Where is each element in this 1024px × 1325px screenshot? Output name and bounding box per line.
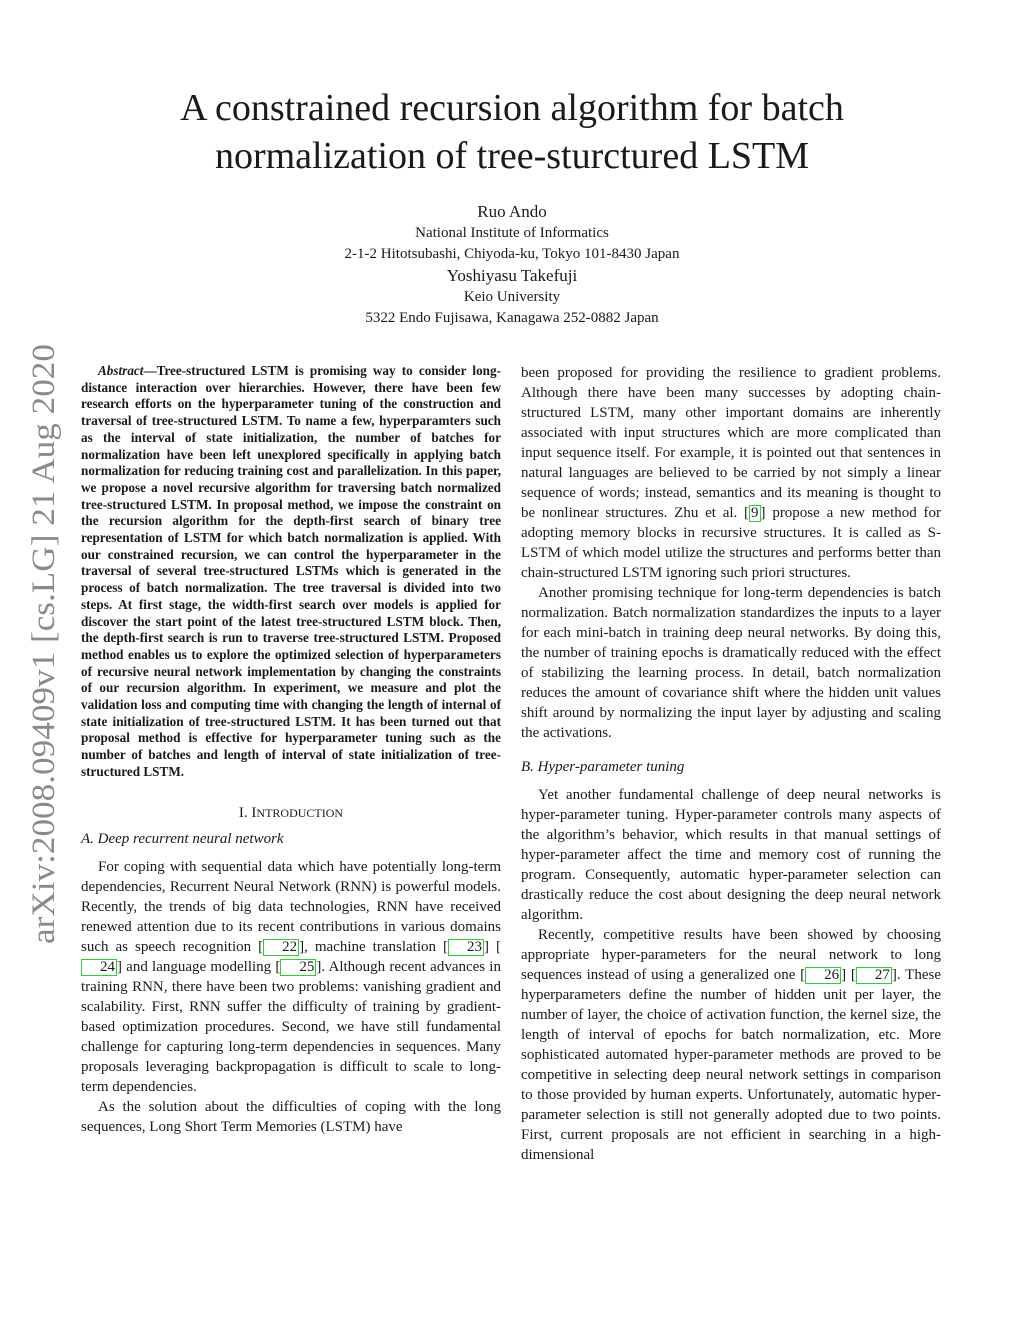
citation-link[interactable]: 23 <box>448 939 484 956</box>
author-block <box>112 201 912 329</box>
paragraph-text: been proposed for providing the resilience to gradient problems. Although there have been many successes by adopting chain-structured LSTM, many other important domains are inherently associated with input structures which are more complicated than input sequence itself. For example, it is pointed out that sentences in natural languages are believed to be carried by not simply a linear sequence of words; instead, semantics and its meaning is thought to be nonlinear structures. Zhu et al. <box>521 365 941 521</box>
title-line-2: normalization of tree-sturctured LSTM <box>214 135 810 177</box>
subsection-heading-b: B. Hyper-parameter tuning <box>521 759 685 775</box>
author-affiliation-2-institution: Keio University <box>463 289 561 305</box>
arxiv-identifier-stamp <box>24 344 64 944</box>
arxiv-stamp-svg <box>24 344 64 944</box>
author-affiliation-1-address: 2-1-2 Hitotsubashi, Chiyoda-ku, Tokyo 101-8430 Japan <box>344 246 680 262</box>
intro-paragraph-4: Another promising technique for long-term dependencies is batch normalization. Batch normalization standardizes the inputs to a layer for each mini-batch in training deep neural networks. By doing this, the number of training epochs is dramatically reduced with the effect of stabilizing the learning process. In detail, batch normalization reduces the amount of covariance shift where the hidden unit values shift around by normalizing the input layer by adjusting and scaling the activations. <box>521 585 941 741</box>
intro-paragraph-1: For coping with sequential data which have potentially long-term dependencies, Recurrent Neural Network (RNN) is powerful models. Recently, the trends of big data technologies, RNN have received renewed attention due to its recent contributions in various domains such as speech recognition [ 22 ], machine translation [ 23 ] [24 ] and language modelling [ 25 ]. Although recent advances in training RNN, there have been two problems: vanishing gradient and scalability. First, RNN suffer the difficulty of training by gradient-based optimization procedures. Second, we have still fundamental challenge for capturing long-term dependencies in sequences. Many proposals leveraging backpropagation is difficult to scale to long-term dependencies. <box>81 858 501 1095</box>
citation-link[interactable]: 22 <box>263 939 299 956</box>
paragraph-text: . These hyperparameters define the number of hidden unit per layer, the number of layer, the choice of activation function, the kernel size, the length of interval of epochs for batch normalization, etc. More sophisticated automated hyper-parameter methods are proved to be competitive in selecting deep neural network settings in comparison to those provided by human experts. Unfortunately, automatic hyper-parameter selection is still not generally adopted due to two points. First, current proposals are not efficient in searching in a high-dimensional <box>521 967 941 1163</box>
author-affiliation-2-address: 5322 Endo Fujisawa, Kanagawa 252-0882 Japan <box>365 310 659 326</box>
citation-link[interactable]: 9 <box>751 505 759 521</box>
citation-link[interactable]: 26 <box>805 967 841 984</box>
subsection-heading-a: A. Deep recurrent neural network <box>81 830 284 847</box>
section-title-rest: NTRODUCTION <box>256 805 344 820</box>
paragraph-text: , machine translation <box>304 938 443 955</box>
abstract: Abstract—Tree-structured LSTM is promising way to consider long-distance interaction over hierarchies. However, there have been few research efforts on the hyperparameter tuning of the construction and traversal of tree-structured LSTM. To name a few, hyperparamters such as the interval of state initialization, the number of batches for normalization have been left unexplored specifically in applying batch normalization for reducing training cost and parallelization. In this paper, we propose a novel recursive algorithm for traversing batch normalized tree-structured LSTM. In proposal method, we impose the constraint on the recursion algorithm for the depth-first search of binary tree representation of LSTM for which batch normalization is applied. With our constrained recursion, we can control the hyperparameter in the traversal of several tree-structured LSTMs which is generated in the process of batch normalization. The tree traversal is divided into two steps. At first stage, the width-first search over models is applied for discover the start point of the latest tree-structured LSTM block. Then, the depth-first search is run to traverse tree-structured LSTM. Proposed method enables us to explore the optimized selection of hyperparameters of recursive neural network implementation by changing the constraints of our recursion algorithm. In experiment, we measure and plot the validation loss and computing time with changing the length of internal of state initialization of tree-structured LSTM. It has been turned out that proposal method is effective for hyperparameter tuning such as the number of batches and length of interval of state initialization of tree-structured LSTM. <box>81 363 501 779</box>
right-column <box>521 363 941 1165</box>
author-affiliation-1-institution: National Institute of Informatics <box>415 225 609 241</box>
paragraph-text: Recently, competitive results have been showed by choosing appropriate hyper-parameters for the neural network to long sequences instead of using a generalized one <box>521 927 941 983</box>
intro-paragraph-2: As the solution about the difficulties of coping with the long sequences, Long Short Term Memories (LSTM) have <box>81 1098 501 1135</box>
paragraph-text: For coping with sequential data which have potentially long-term dependencies, Recurrent Neural Network (RNN) is powerful models. Recently, the trends of big data technologies, RNN have received renewed attention due to its recent contributions in various domains such as speech recognition <box>81 858 501 955</box>
citation-link[interactable]: 27 <box>856 967 892 984</box>
author-name-1: Ruo Ando <box>477 202 547 221</box>
author-name-2: Yoshiyasu Takefuji <box>446 266 578 285</box>
section-title-initial: I <box>251 804 257 821</box>
paragraph-text: and language modelling <box>122 958 276 975</box>
citation-link[interactable]: 24 <box>81 959 117 976</box>
intro-paragraph-6: Recently, competitive results have been showed by choosing appropriate hyper-parameters for the neural network to long sequences instead of using a generalized one [ 26 ] [ 27 ]. These hyperparameters define the number of hidden unit per layer, the number of layer, the choice of activation function, the kernel size, the length of interval of epochs for batch normalization, etc. More sophisticated automated hyper-parameter methods are proved to be competitive in selecting deep neural network settings in comparison to those provided by human experts. Unfortunately, automatic hyper-parameter selection is still not generally adopted due to two points. First, current proposals are not efficient in searching in a high-dimensional <box>521 927 941 1163</box>
section-number: I. <box>238 804 248 821</box>
citation-link[interactable]: 25 <box>280 959 316 976</box>
abstract-text: Tree-structured LSTM is promising way to consider long-distance interaction over hierarchies. However, there have been few research efforts on the hyperparameter tuning of the construction and traversal of tree-structured LSTM. To name a few, hyperparamters such as the interval of state initialization, the number of batches for normalization have been left unexplored specifically in applying batch normalization for reducing training cost and parallelization. In this paper, we propose a novel recursive algorithm for traversing batch normalized tree-structured LSTM. In proposal method, we impose the constraint on the recursion algorithm for the depth-first search of binary tree representation of LSTM for which batch normalization is applied. With our constrained recursion, we can control the hyperparameter in the traversal of several tree-structured LSTMs which is generated in the process of batch normalization. The tree traversal is divided into two steps. At first stage, the width-first search over models is applied for discover the start point of the latest tree-structured LSTM block. Then, the depth-first search is run to traverse tree-structured LSTM. Proposed method enables us to explore the optimized selection of hyperparameters of recursive neural network implementation by changing the constraints of our recursion algorithm. In experiment, we measure and plot the validation loss and computing time with changing the length of internal of state initialization of tree-structured LSTM. It has been turned out that proposal method is effective for hyperparameter tuning such as the number of batches and length of interval of state initialization of tree-structured LSTM. <box>81 363 501 779</box>
abstract-keyword: Abstract <box>98 363 144 378</box>
paragraph-text: . Although recent advances in training RNN, there have been two problems: vanishing gradient and scalability. First, RNN suffer the difficulty of training by gradient-based optimization procedures. Second, we have still fundamental challenge for capturing long-term dependencies in sequences. Many proposals leveraging backpropagation is difficult to scale to long-term dependencies. <box>81 958 501 1095</box>
left-column <box>81 363 501 1137</box>
arxiv-id-text: arXiv:2008.09409v1 [cs.LG] 21 Aug 2020 <box>26 381 62 944</box>
paper-title <box>80 84 944 180</box>
intro-paragraph-3: been proposed for providing the resilience to gradient problems. Although there have been many successes by adopting chain-structured LSTM, many other important domains are inherently associated with input structures which are more complicated than input sequence itself. For example, it is pointed out that sentences in natural languages are believed to be carried by not simply a linear sequence of words; instead, semantics and its meaning is thought to be nonlinear structures. Zhu et al. [ 9 ] propose a new method for adopting memory blocks in recursive structures. It is called as S-LSTM of which model utilize the structures and performs better than chain-structured LSTM ignoring such priori structures. <box>521 365 942 581</box>
section-heading-introduction <box>81 803 501 823</box>
intro-paragraph-5: Yet another fundamental challenge of deep neural networks is hyper-parameter tuning. Hyper-parameter controls many aspects of the algorithm’s behavior, which results in that manual settings of hyper-parameter affect the time and memory cost of running the program. Consequently, automatic hyper-parameter selection can drastically reduce the cost about designing the deep neural network algorithm. <box>521 787 941 923</box>
paragraph-text: propose a new method for adopting memory blocks in recursive structures. It is called as S-LSTM of which model utilize the structures and performs better than chain-structured LSTM ignoring such priori structures. <box>521 505 942 581</box>
title-line-1: A constrained recursion algorithm for batch <box>180 87 844 129</box>
